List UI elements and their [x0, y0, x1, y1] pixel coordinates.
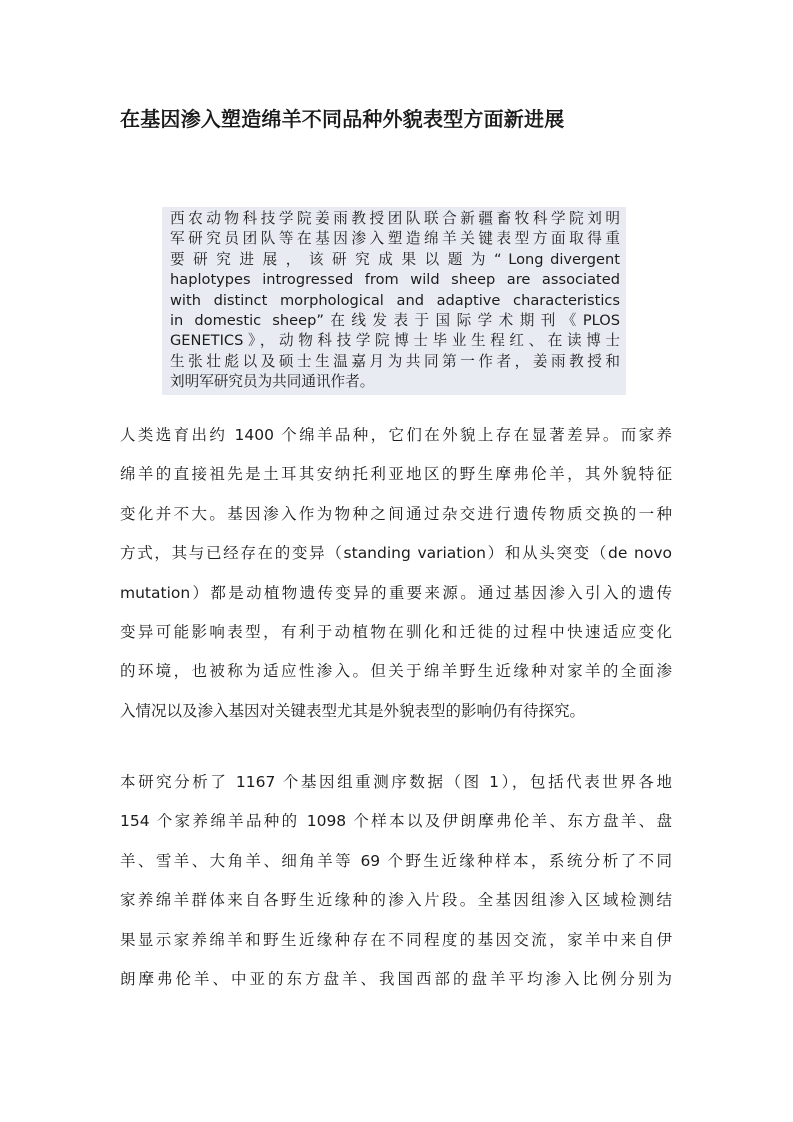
paragraph-line: 本研究分析了 1167 个基因组重测序数据（图 1），包括代表世界各地 — [120, 773, 672, 791]
paragraph-line: 变化并不大。基因渗入作为物种之间通过杂交进行遗传物质交换的一种 — [120, 504, 672, 523]
body-paragraph-2 — [120, 767, 672, 1003]
abstract-line: 要 研 究 进 展 ， 该 研 究 成 果 以 题 为 “ Long divergent — [170, 250, 620, 268]
abstract-line: 刘明军研究员为共同通讯作者。 — [170, 373, 375, 391]
abstract-line: 军研究员团队等在基因渗入塑造绵羊关键表型方面取得重 — [170, 230, 620, 248]
abstract-box — [162, 207, 626, 395]
abstract-line: 生张壮彪以及硕士生温嘉月为共同第一作者，姜雨教授和 — [170, 352, 620, 370]
abstract-line: in domestic sheep”在线发表于国际学术期刊《PLOS — [170, 312, 620, 330]
paragraph-line: 果显示家养绵羊和野生近缘种存在不同程度的基因交流，家羊中来自伊 — [120, 930, 672, 949]
paragraph-line: 绵羊的直接祖先是土耳其安纳托利亚地区的野生摩弗伦羊，其外貌特征 — [120, 465, 672, 484]
paragraph-line: 家养绵羊群体来自各野生近缘种的渗入片段。全基因组渗入区域检测结 — [120, 891, 672, 910]
paragraph-line: 入情况以及渗入基因对关键表型尤其是外貌表型的影响仍有待探究。 — [120, 701, 586, 720]
abstract-line: with distinct morphological and adaptive characteristics — [170, 291, 620, 309]
body-paragraph-1 — [120, 420, 672, 735]
paragraph-line: 的环境，也被称为适应性渗入。但关于绵羊野生近缘种对家羊的全面渗 — [120, 662, 672, 681]
paragraph-line: 朗摩弗伦羊、中亚的东方盘羊、我国西部的盘羊平均渗入比例分别为 — [120, 969, 672, 988]
abstract-line: GENETICS》，动物科技学院博士毕业生程红、在读博士 — [170, 332, 620, 350]
abstract-line: 西农动物科技学院姜雨教授团队联合新疆畜牧科学院刘明 — [170, 210, 620, 227]
paragraph-line: 变异可能影响表型，有利于动植物在驯化和迁徙的过程中快速适应变化 — [120, 622, 672, 641]
paragraph-line: 羊、雪羊、大角羊、细角羊等 69 个野生近缘种样本，系统分析了不同 — [120, 851, 672, 870]
paragraph-line: 方式，其与已经存在的变异（standing variation）和从头突变（de novo — [120, 544, 672, 563]
article-title: 在基因渗入塑造绵羊不同品种外貌表型方面新进展 — [120, 107, 565, 131]
paragraph-line: 154 个家养绵羊品种的 1098 个样本以及伊朗摩弗伦羊、东方盘羊、盘 — [120, 812, 672, 831]
paragraph-line: mutation）都是动植物遗传变异的重要来源。通过基因渗入引入的遗传 — [120, 583, 672, 602]
abstract-line: haplotypes introgressed from wild sheep are associated — [170, 271, 620, 289]
paragraph-line: 人类选育出约 1400 个绵羊品种，它们在外貌上存在显著差异。而家养 — [120, 426, 672, 444]
